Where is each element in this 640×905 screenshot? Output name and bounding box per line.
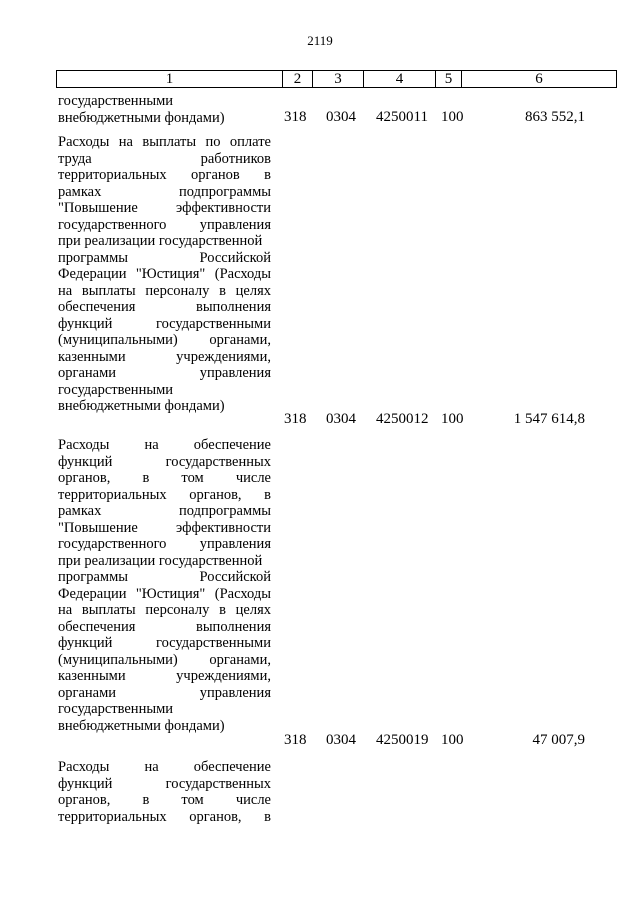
description-line: Расходы на обеспечение — [58, 759, 271, 775]
description-line: органами управления — [58, 365, 271, 381]
description-line: при реализации государственной — [58, 552, 263, 569]
row-description — [58, 437, 271, 734]
page-number: 2119 — [307, 33, 333, 48]
description-line: органами управления — [58, 684, 271, 701]
description-line: труда работников — [58, 150, 271, 167]
description-line: программы Российской — [58, 249, 271, 266]
description-line: на выплаты персоналу в целях — [58, 602, 271, 618]
col6-value: 863 552,1 — [525, 109, 585, 125]
description-line: обеспечения выполнения — [58, 299, 271, 315]
description-line: Расходы на выплаты по оплате — [58, 134, 271, 150]
col6-value: 47 007,9 — [532, 732, 585, 748]
description-line: государственного управления — [58, 216, 271, 233]
description-line: при реализации государственной — [58, 233, 263, 249]
col3-value: 0304 — [326, 732, 356, 748]
description-line: функций государственных — [58, 775, 271, 792]
col5-value: 100 — [441, 732, 464, 748]
col2-value: 318 — [284, 109, 307, 125]
description-line: государственного управления — [58, 536, 271, 552]
column-header-4: 4 — [364, 71, 436, 88]
description-line: "Повышение эффективности — [58, 200, 271, 216]
col4-value: 4250019 — [376, 732, 429, 748]
description-line: (муниципальными) органами, — [58, 332, 271, 348]
description-line: государственными — [58, 701, 174, 717]
col5-value: 100 — [441, 411, 464, 427]
col6-value: 1 547 614,8 — [513, 411, 585, 427]
col3-value: 0304 — [326, 109, 356, 125]
column-header-row — [57, 71, 617, 88]
description-line: программы Российской — [58, 569, 271, 585]
col4-value: 4250011 — [376, 109, 428, 125]
description-line: территориальных органов, в — [58, 808, 271, 825]
column-header-3: 3 — [313, 71, 364, 88]
description-line: на выплаты персоналу в целях — [58, 282, 271, 299]
row-description — [58, 759, 271, 825]
col4-value: 4250012 — [376, 411, 429, 427]
description-line: функций государственных — [58, 453, 271, 470]
description-line: (муниципальными) органами, — [58, 651, 271, 668]
column-header-6: 6 — [462, 71, 617, 88]
description-line: государственными — [58, 93, 174, 109]
col3-value: 0304 — [326, 411, 356, 427]
col2-value: 318 — [284, 732, 307, 748]
col5-value: 100 — [441, 109, 464, 125]
description-line: "Повышение эффективности — [58, 519, 271, 536]
column-header-2: 2 — [283, 71, 313, 88]
description-line: функций государственными — [58, 315, 271, 332]
description-line: казенными учреждениями, — [58, 668, 271, 684]
description-line: обеспечения выполнения — [58, 618, 271, 635]
description-line: рамках подпрограммы — [58, 503, 271, 519]
description-line: рамках подпрограммы — [58, 183, 271, 200]
description-line: органов, в том числе — [58, 792, 271, 808]
description-line: внебюджетными фондами) — [58, 398, 225, 414]
description-line: Расходы на обеспечение — [58, 437, 271, 453]
description-line: органов, в том числе — [58, 470, 271, 486]
description-line: территориальных органов в — [58, 167, 271, 183]
description-line: Федерации "Юстиция" (Расходы — [58, 585, 271, 602]
column-header-1: 1 — [57, 71, 283, 88]
col2-value: 318 — [284, 411, 307, 427]
description-line: внебюджетными фондами) — [58, 109, 225, 126]
row-description — [58, 134, 271, 415]
column-header-table — [56, 70, 617, 88]
description-line: Федерации "Юстиция" (Расходы — [58, 266, 271, 282]
row-description — [58, 93, 271, 126]
description-line: внебюджетными фондами) — [58, 717, 225, 734]
description-line: функций государственными — [58, 635, 271, 651]
description-line: казенными учреждениями, — [58, 348, 271, 365]
column-header-5: 5 — [436, 71, 462, 88]
description-line: государственными — [58, 381, 174, 398]
description-line: территориальных органов, в — [58, 486, 271, 503]
